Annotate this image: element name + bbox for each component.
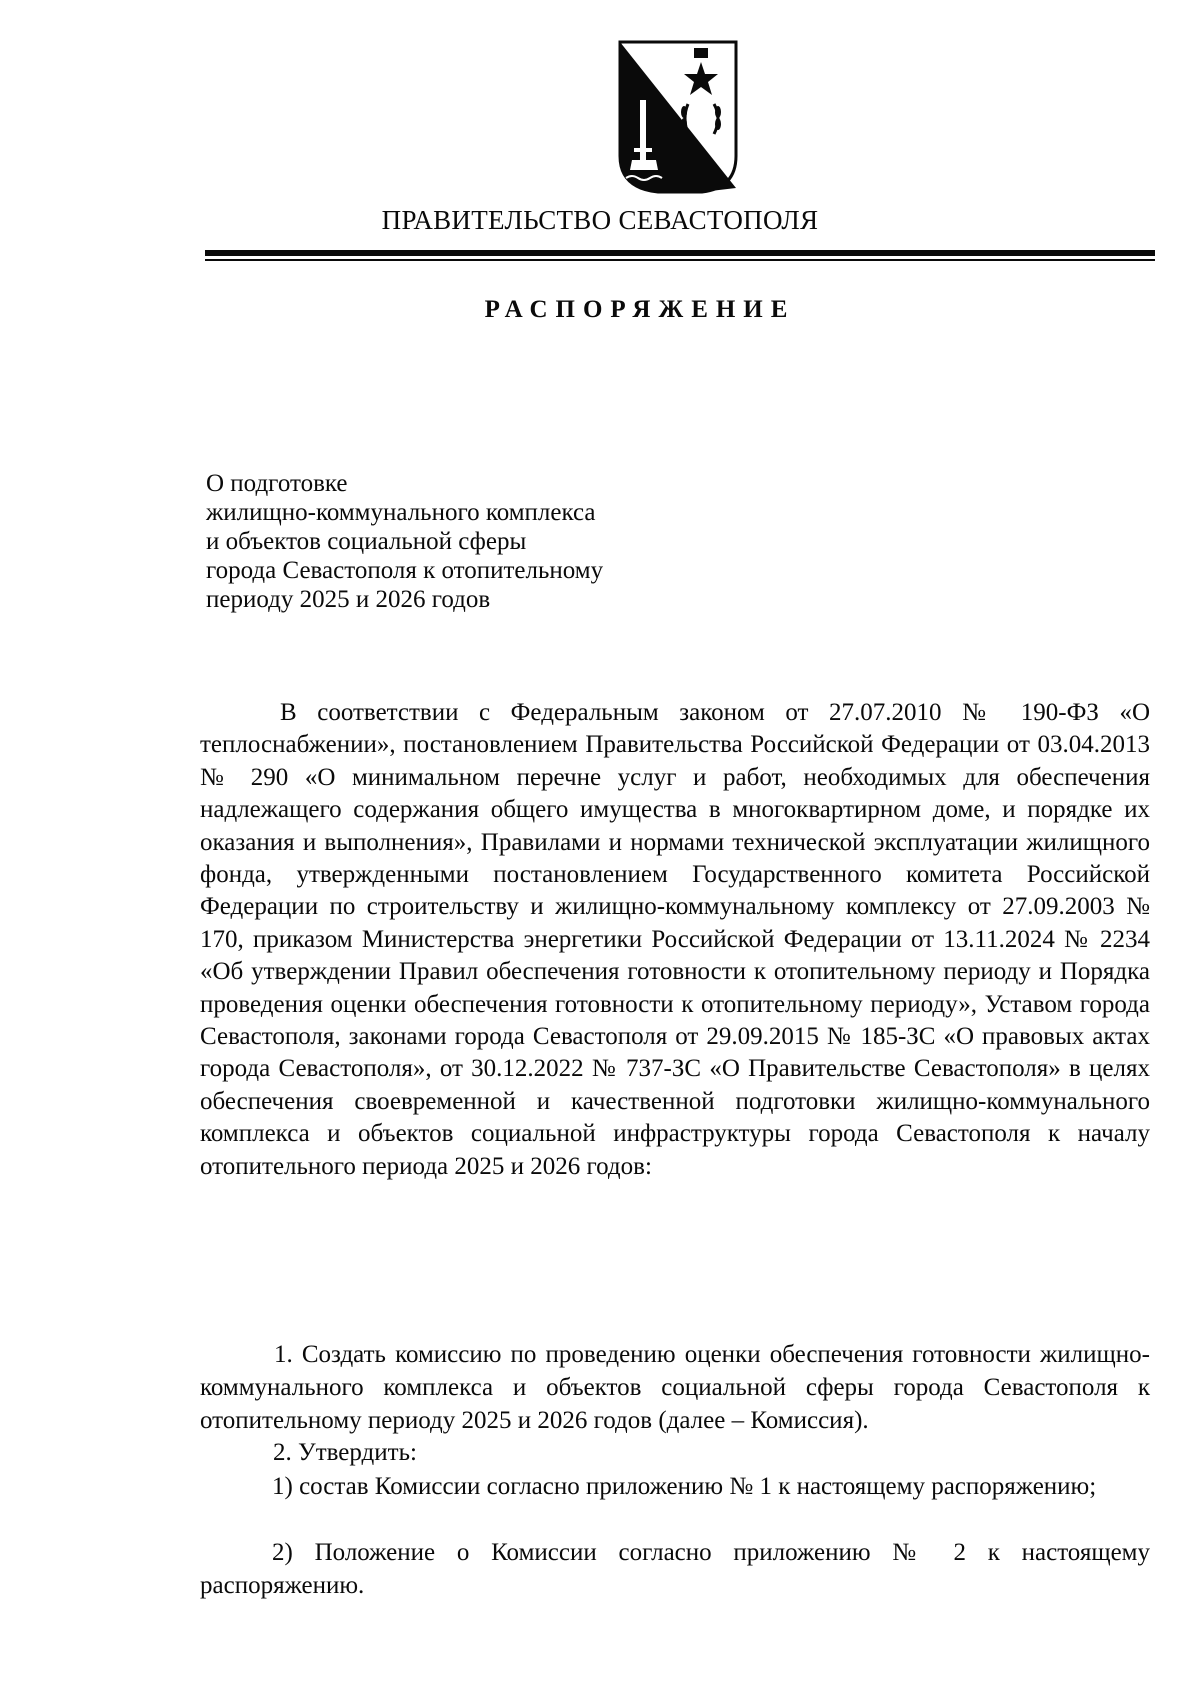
organization-title: ПРАВИТЕЛЬСТВО СЕВАСТОПОЛЯ	[381, 205, 819, 235]
clause-2-subitem-2: 2) Положение о Комиссии согласно приложению № 2 к настоящему распоряжению.	[200, 1539, 1150, 1599]
document-subject	[206, 469, 806, 614]
sevastopol-coat-of-arms-icon	[618, 38, 738, 194]
subject-line: О подготовке	[206, 470, 348, 497]
subject-line: и объектов социальной сферы	[206, 528, 527, 555]
header-divider-thin	[205, 259, 1155, 261]
subject-line: жилищно-коммунального комплекса	[206, 499, 596, 526]
header-divider-thick	[205, 250, 1155, 256]
clause-1: 1. Создать комиссию по проведению оценки обеспечения готовности жилищно-коммунального комплекса и объектов социальной сферы города Севастополя к отопительному периоду 2025 и 2026 годов (далее – Комиссия).	[200, 1341, 1150, 1434]
preamble-paragraph: В соответствии с Федеральным законом от 27.07.2010 № 190-ФЗ «О теплоснабжении», постановлением Правительства Российской Федерации от 03.04.2013 № 290 «О минимальном перечне услуг и работ, необходимых для обеспечения надлежащего содержания общего имущества в многоквартирном доме, и порядке их оказания и выполнения», Правилами и нормами технической эксплуатации жилищного фонда, утвержденными постановлением Государственного комитета Российской Федерации по строительству и жилищно-коммунальному комплексу от 27.09.2003 № 170, приказом Министерства энергетики Российской Федерации от 13.11.2024 № 2234 «Об утверждении Правил обеспечения готовности к отопительному периоду и Порядка проведения оценки обеспечения готовности к отопительному периоду», Уставом города Севастополя, законами города Севастополя от 29.09.2015 № 185-ЗС «О правовых актах города Севастополя», от 30.12.2022 № 737-ЗС «О Правительстве Севастополя» в целях обеспечения своевременной и качественной подготовки жилищно-коммунального комплекса и объектов социальной инфраструктуры города Севастополя к началу отопительного периода 2025 и 2026 годов:	[200, 699, 1150, 1180]
clause-2-subitem-1: 1) состав Комиссии согласно приложению № 1 к настоящему распоряжению;	[272, 1473, 1097, 1500]
subject-line: города Севастополя к отопительному	[206, 557, 604, 584]
document-type-heading: РАСПОРЯЖЕНИЕ	[484, 296, 796, 323]
subject-line: периоду 2025 и 2026 годов	[206, 586, 491, 613]
clause-2: 2. Утвердить:	[273, 1439, 417, 1466]
